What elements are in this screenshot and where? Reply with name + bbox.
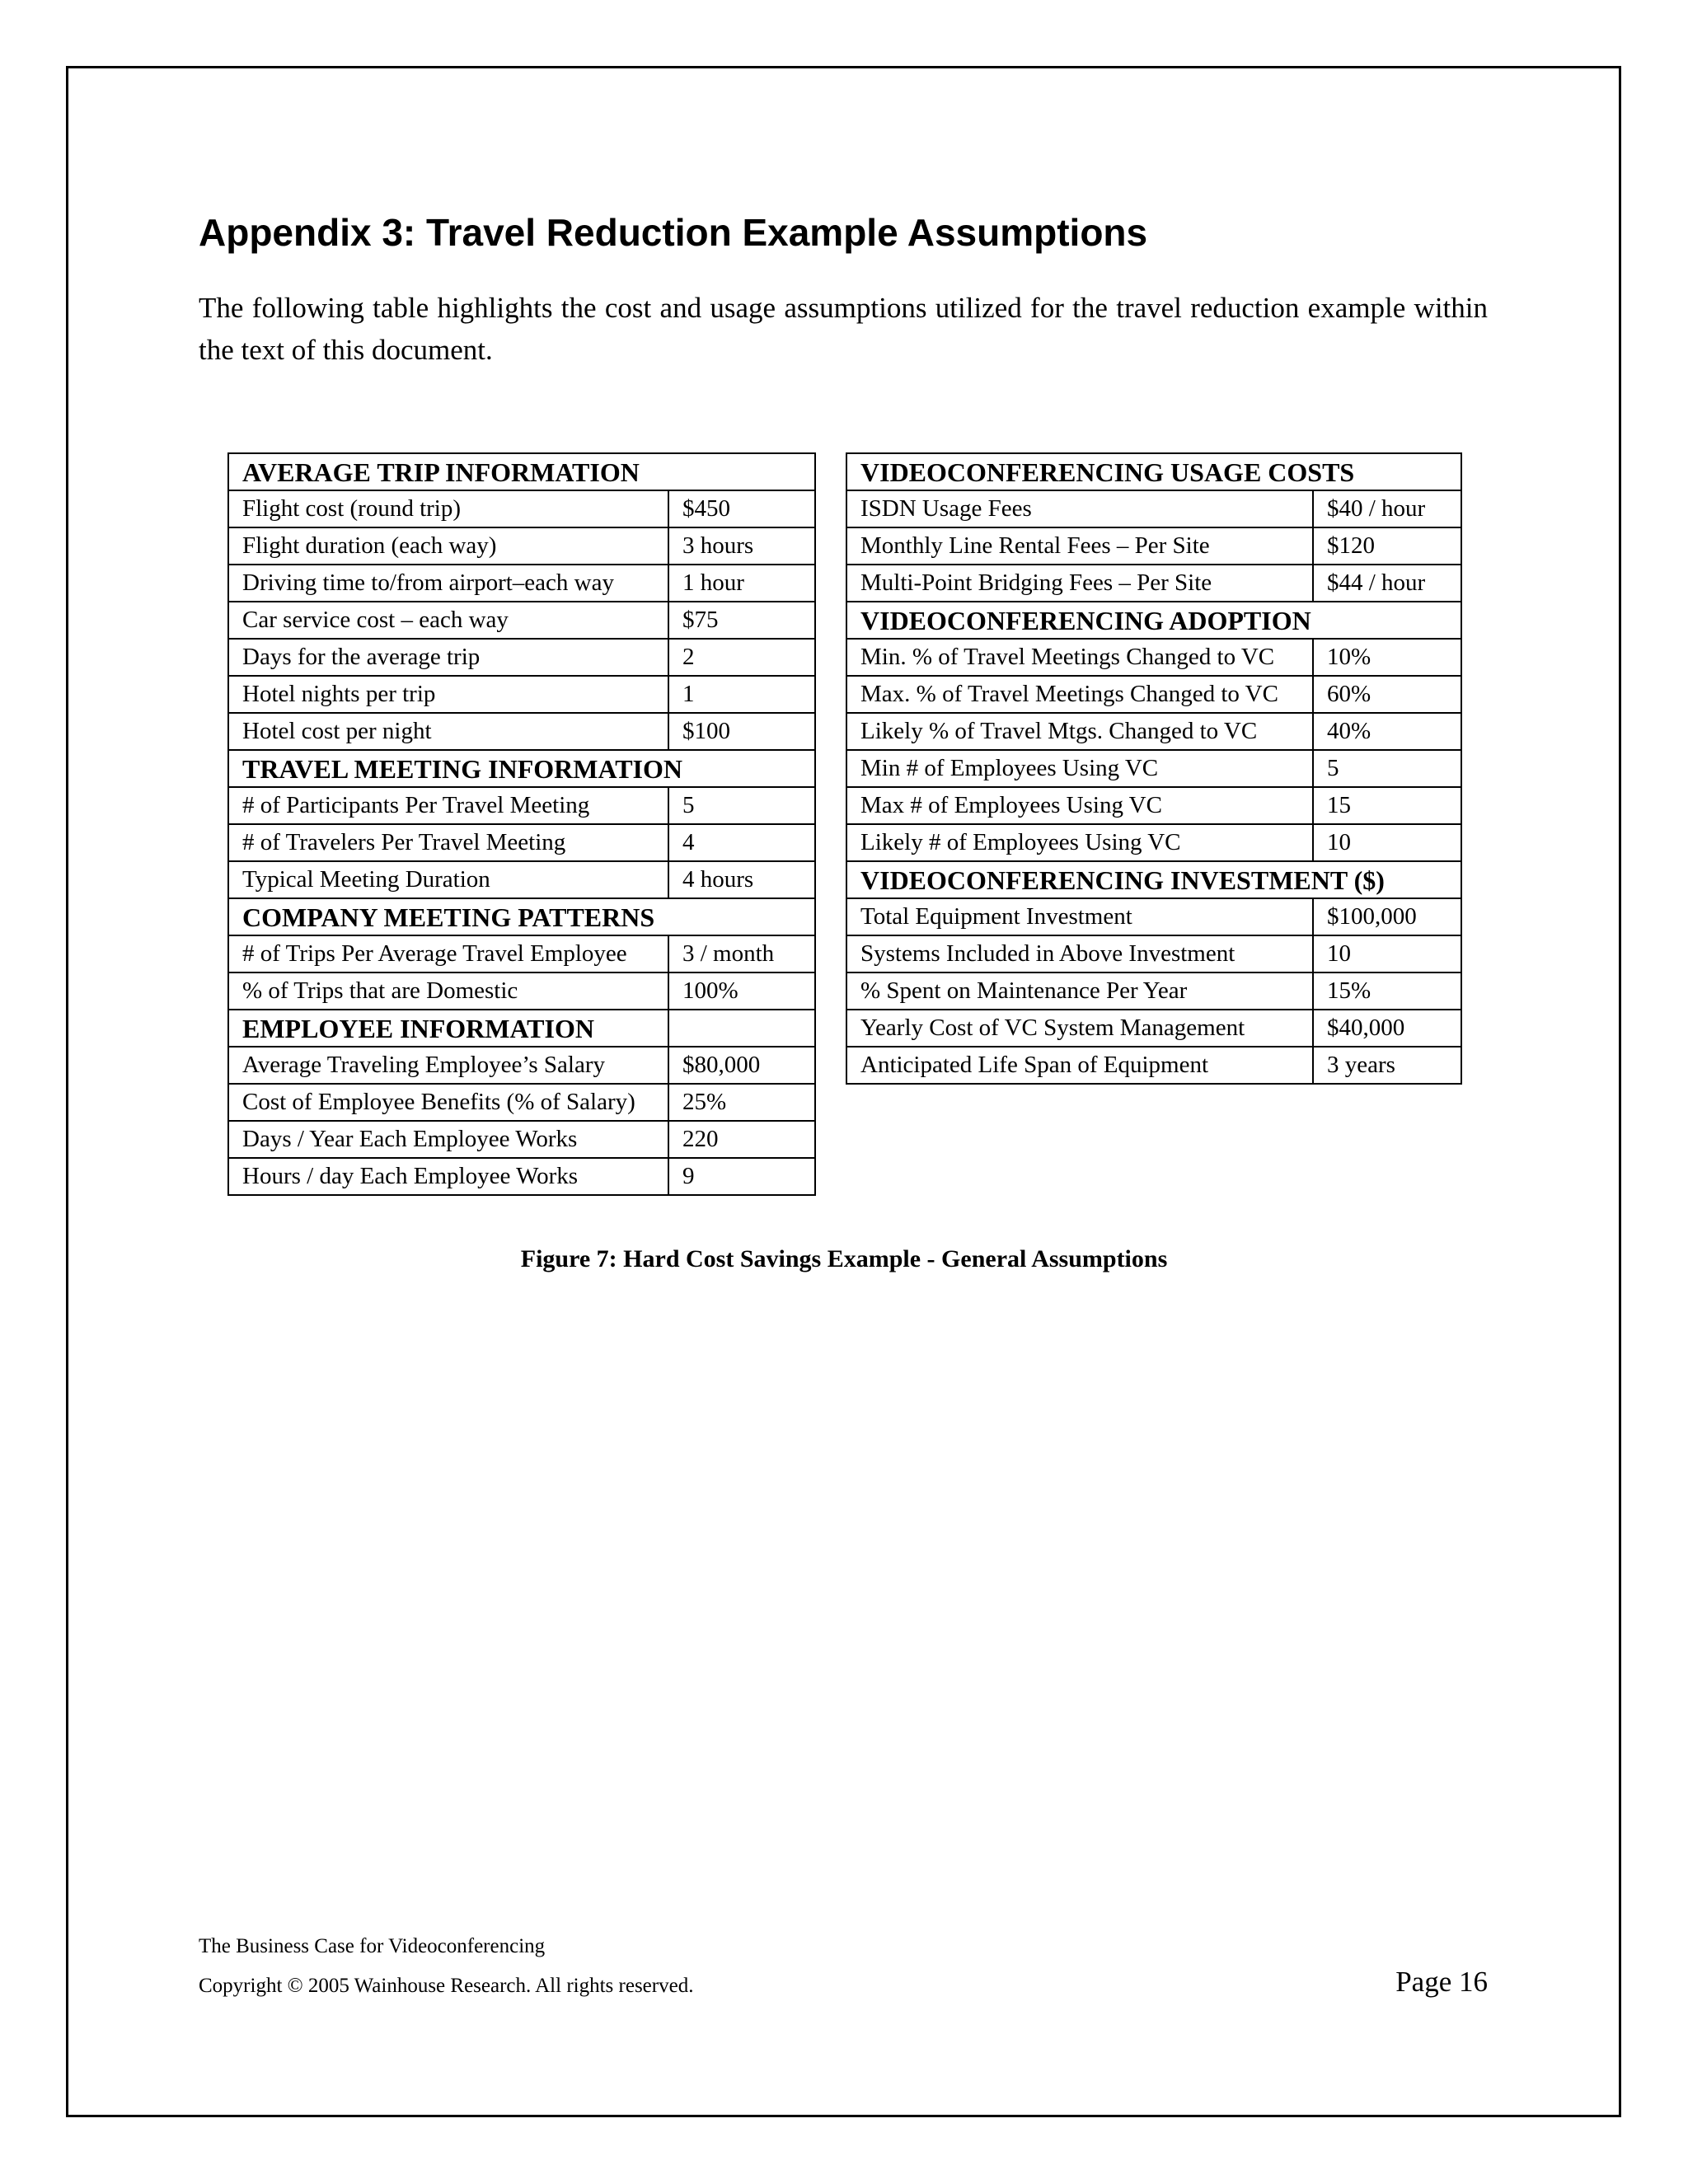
row-value: 10 [1313, 935, 1461, 972]
row-value: 2 [668, 639, 815, 676]
row-value: 1 hour [668, 565, 815, 602]
row-value: 15% [1313, 972, 1461, 1010]
row-value: 220 [668, 1121, 815, 1158]
row-value: 3 hours [668, 527, 815, 565]
row-value: 4 hours [668, 861, 815, 898]
table-row [228, 1047, 815, 1084]
footer-page-number: Page 16 [1395, 1966, 1488, 1998]
table-row [228, 602, 815, 639]
table-row [846, 935, 1461, 972]
table-row [228, 639, 815, 676]
row-label: Flight cost (round trip) [228, 490, 668, 527]
videoconferencing-assumptions-table [846, 452, 1462, 1085]
footer-document-title: The Business Case for Videoconferencing [199, 1935, 546, 1957]
row-value: 15 [1313, 787, 1461, 824]
general-assumptions-rows [228, 453, 815, 1195]
row-label: Yearly Cost of VC System Management [846, 1010, 1313, 1047]
footer-copyright: Copyright © 2005 Wainhouse Research. All rights reserved. [199, 1975, 694, 1997]
table-row [228, 527, 815, 565]
row-value: 100% [668, 972, 815, 1010]
table-row [228, 1121, 815, 1158]
row-value: $100 [668, 713, 815, 750]
row-label: Monthly Line Rental Fees – Per Site [846, 527, 1313, 565]
table-row [846, 639, 1461, 676]
row-value: 40% [1313, 713, 1461, 750]
row-label: Likely % of Travel Mtgs. Changed to VC [846, 713, 1313, 750]
table-row [846, 676, 1461, 713]
row-label: Max. % of Travel Meetings Changed to VC [846, 676, 1313, 713]
table-row [228, 787, 815, 824]
table-row [846, 1010, 1461, 1047]
row-label: Max # of Employees Using VC [846, 787, 1313, 824]
section-title: VIDEOCONFERENCING INVESTMENT ($) [846, 861, 1461, 898]
table-row [846, 787, 1461, 824]
row-value: 25% [668, 1084, 815, 1121]
table-row [846, 750, 1461, 787]
row-label: Typical Meeting Duration [228, 861, 668, 898]
row-label: Hours / day Each Employee Works [228, 1158, 668, 1195]
section-title: VIDEOCONFERENCING USAGE COSTS [846, 453, 1461, 490]
row-label: % of Trips that are Domestic [228, 972, 668, 1010]
row-label: % Spent on Maintenance Per Year [846, 972, 1313, 1010]
section-title: AVERAGE TRIP INFORMATION [228, 453, 815, 490]
row-value: $120 [1313, 527, 1461, 565]
row-label: # of Participants Per Travel Meeting [228, 787, 668, 824]
row-value: $75 [668, 602, 815, 639]
row-label: Likely # of Employees Using VC [846, 824, 1313, 861]
row-value: 3 years [1313, 1047, 1461, 1084]
row-value: $44 / hour [1313, 565, 1461, 602]
table-row [228, 861, 815, 898]
table-row [228, 713, 815, 750]
table-row [228, 565, 815, 602]
row-value: 5 [1313, 750, 1461, 787]
table-row [228, 676, 815, 713]
row-value: 5 [668, 787, 815, 824]
section-title: COMPANY MEETING PATTERNS [228, 898, 815, 935]
row-label: # of Travelers Per Travel Meeting [228, 824, 668, 861]
section-header-row [846, 602, 1461, 639]
row-value: 10% [1313, 639, 1461, 676]
row-label: Days for the average trip [228, 639, 668, 676]
table-row [846, 898, 1461, 935]
table-row [846, 565, 1461, 602]
row-label: Cost of Employee Benefits (% of Salary) [228, 1084, 668, 1121]
table-row [228, 824, 815, 861]
table-row [846, 972, 1461, 1010]
row-label: Hotel cost per night [228, 713, 668, 750]
row-label: Min. % of Travel Meetings Changed to VC [846, 639, 1313, 676]
row-label: Flight duration (each way) [228, 527, 668, 565]
row-label: Hotel nights per trip [228, 676, 668, 713]
table-row [228, 1158, 815, 1195]
table-row [228, 972, 815, 1010]
section-header-row [228, 453, 815, 490]
intro-paragraph: The following table highlights the cost and usage assumptions utilized for the travel reduction example within the text of this document. [199, 292, 1488, 366]
section-header-row [228, 1010, 815, 1047]
table-row [846, 824, 1461, 861]
general-assumptions-table [227, 452, 816, 1196]
section-header-row [846, 453, 1461, 490]
row-label: Anticipated Life Span of Equipment [846, 1047, 1313, 1084]
row-value: $80,000 [668, 1047, 815, 1084]
figure-caption: Figure 7: Hard Cost Savings Example - General Assumptions [520, 1245, 1168, 1272]
row-value: 4 [668, 824, 815, 861]
row-value: $100,000 [1313, 898, 1461, 935]
section-title: EMPLOYEE INFORMATION [228, 1010, 668, 1047]
table-row [846, 527, 1461, 565]
row-value: 10 [1313, 824, 1461, 861]
row-label: Days / Year Each Employee Works [228, 1121, 668, 1158]
table-row [846, 713, 1461, 750]
row-value: 1 [668, 676, 815, 713]
row-label: Average Traveling Employee’s Salary [228, 1047, 668, 1084]
row-label: Total Equipment Investment [846, 898, 1313, 935]
row-value: 60% [1313, 676, 1461, 713]
section-header-row [228, 898, 815, 935]
row-label: Driving time to/from airport–each way [228, 565, 668, 602]
table-row [228, 935, 815, 972]
appendix-heading: Appendix 3: Travel Reduction Example Assumptions [199, 211, 1148, 254]
row-label: ISDN Usage Fees [846, 490, 1313, 527]
table-row [228, 490, 815, 527]
row-value: $450 [668, 490, 815, 527]
table-row [846, 490, 1461, 527]
row-value: 9 [668, 1158, 815, 1195]
row-label: Car service cost – each way [228, 602, 668, 639]
row-label: Multi-Point Bridging Fees – Per Site [846, 565, 1313, 602]
section-title: VIDEOCONFERENCING ADOPTION [846, 602, 1461, 639]
row-value: $40,000 [1313, 1010, 1461, 1047]
row-label: Systems Included in Above Investment [846, 935, 1313, 972]
videoconferencing-assumptions-rows [846, 453, 1461, 1084]
row-value: $40 / hour [1313, 490, 1461, 527]
empty-value-cell [668, 1010, 815, 1047]
section-header-row [228, 750, 815, 787]
table-row [846, 1047, 1461, 1084]
section-header-row [846, 861, 1461, 898]
row-value: 3 / month [668, 935, 815, 972]
row-label: Min # of Employees Using VC [846, 750, 1313, 787]
table-row [228, 1084, 815, 1121]
row-label: # of Trips Per Average Travel Employee [228, 935, 668, 972]
section-title: TRAVEL MEETING INFORMATION [228, 750, 815, 787]
